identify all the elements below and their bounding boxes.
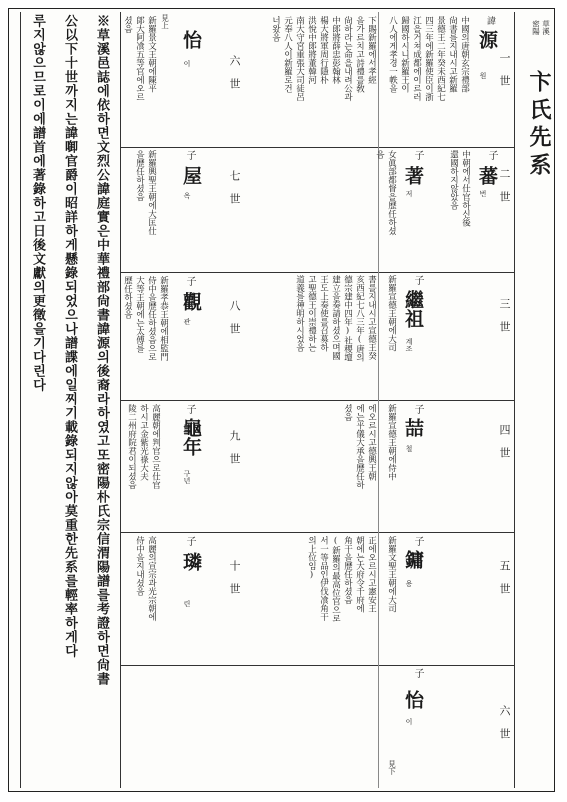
lower-gen-6: 六世 xyxy=(228,55,241,101)
row-sep-1 xyxy=(378,147,514,148)
person-6-name: 怡 xyxy=(402,690,424,709)
person-6-prefix: 子 xyxy=(412,668,423,678)
gen-label-2: 二世 xyxy=(498,168,511,214)
person-2b-prefix: 子 xyxy=(412,150,423,160)
chart-left-divider xyxy=(120,12,121,788)
title-divider xyxy=(514,12,515,788)
person-6-reading: 이 xyxy=(405,718,413,725)
lower-person-7-name: 屋 xyxy=(180,166,202,185)
lower-person-7-reading: 옥 xyxy=(183,192,191,199)
person-5-reading: 용 xyxy=(405,580,413,587)
lower-person-10-reading: 린 xyxy=(183,600,191,607)
person-6-note: 見下 xyxy=(387,760,397,775)
left-row-sep-1 xyxy=(120,147,378,148)
lower-person-6-reading: 이 xyxy=(183,60,191,67)
person-1-name: 源 xyxy=(476,30,498,49)
left-row-sep-2 xyxy=(120,272,378,273)
lower-person-6-note: 見上 xyxy=(160,14,170,29)
left-row-sep-3 xyxy=(120,400,378,401)
left-frame-line xyxy=(20,12,21,788)
row-sep-2 xyxy=(378,272,514,273)
person-2b-reading: 저 xyxy=(405,190,413,197)
lower-person-8-prefix: 子 xyxy=(184,276,195,286)
person-5-name: 鏞 xyxy=(402,550,424,569)
lower-person-8-reading: 관 xyxy=(183,318,191,325)
left-row-sep-5 xyxy=(120,665,378,666)
person-4-prefix: 子 xyxy=(412,404,423,414)
row-sep-3 xyxy=(378,400,514,401)
chart-mid-divider xyxy=(378,12,379,788)
footnote-line-3: 루지않으므로이에譜首에著錄하고日後文獻의更徵을기다린다 xyxy=(30,14,45,392)
footnote-line-2: 公以下十世까지는諱啣官爵이昭詳하게懸錄되었으나譜諜에일찌기載錄되지않아莫重한先系를輕率하게다 xyxy=(62,14,77,658)
lower-person-6-name: 怡 xyxy=(180,30,202,49)
person-2-reading: 번 xyxy=(479,190,487,197)
person-1-reading: 원 xyxy=(479,72,487,79)
lower-person-8-name: 觀 xyxy=(180,292,202,311)
gen-label-4: 四世 xyxy=(498,424,511,470)
person-3-prefix: 子 xyxy=(412,275,423,285)
lower-person-10-name: 璘 xyxy=(180,552,202,571)
lower-gen-10: 十世 xyxy=(228,560,241,606)
gen-label-1: 一世 xyxy=(498,52,511,98)
document-page: 草溪 密陽 卞氏 先系 一世 二世 三世 四世 五世 六世 諱 源 원 中國의唐朝玄宗禮部 尙書를지내시고新羅 景德王二年癸未西紀七 四三年에新羅使臣이浙 江을거쳐成都에이르러 歸國하시니新羅王이 八人에게孝경一帙을 下賜新羅에서孝經 을가르치고詩禮를敎 尙하라는命을내려公과 中郞將薛忠彭翰林 楊大將軍周行隱朴 洪悅中郞將董韓河 南大守宮重張大司徒呂 元奉八人이新羅로건 너왔음 子 蕃 번 中朝에서仕官하신後 還國하지않았음 子 著 저 女眞部都督을歷任하셨 음 子 繼祖 계조 新羅宣德王朝에大司 書를지내시고宣德王癸 亥西紀七八三年(唐의 德宗建中四年)社稷壇 建立을奏請하셨으며國 王도上奏使를召募하 고聖德王이崇禮하는 道義를神明하시었음 子 喆 철 新羅宣德王朝에侍中 에오르시고德興王朝 에는平儀大承을歷任하 셨음 子 鏞 용 新羅文聖王朝에大司 正에오르시고憲安王 朝에는大府令千府에 角干을歷任하셨음 (新羅의最高位官으로 서一等品인伊伐飡角干 의上位임) 子 怡 이 見下 六世 七世 八世 九世 十世 見上 怡 이 新羅景文王朝에陳平 郞大阿飡五等官에오르 셨음 子 屋 옥 新羅興聖王朝에大匡仕 을歷任하셨음 子 觀 관 新羅孝恭王朝에相監門 侍中을歷任하셨음으로 大等王朝에는太傅를 歷任하셨음 子 龜年 구년 高麗朝에判官으로仕官 하시고金紫光祿大夫 陵二州府院君이되셨음 子 璘 린 高麗의宣宗과光宗朝에 侍中을지내셨음 ※草溪邑誌에依하면文烈公諱庭實은中華禮部尙書諱源의後裔라하였고또密陽朴氏宗信渭陽譜를考證하면尙書 公以下十世까지는諱啣官爵이昭詳하게懸錄되었으나譜諜에일찌기載錄되지않아莫重한先系를輕率하게다 루지않으므로이에譜首에著錄하고日後文獻의更徵을기다린다 xyxy=(0,0,567,802)
person-4-name: 喆 xyxy=(402,418,424,437)
clan-origin-1: 草溪 xyxy=(541,20,551,35)
person-3-name: 繼祖 xyxy=(402,290,424,328)
lower-person-10-prefix: 子 xyxy=(184,536,195,546)
lower-person-9-name: 龜年 xyxy=(180,418,202,456)
person-2-name: 蕃 xyxy=(476,166,498,185)
person-5-prefix: 子 xyxy=(412,536,423,546)
person-4-reading: 철 xyxy=(405,445,413,452)
person-3-reading: 계조 xyxy=(405,338,413,352)
lower-person-7-prefix: 子 xyxy=(184,150,195,160)
lower-person-9-reading: 구년 xyxy=(183,470,191,484)
row-sep-4 xyxy=(378,532,514,533)
lower-gen-7: 七世 xyxy=(228,170,241,216)
lower-gen-9: 九世 xyxy=(228,430,241,476)
clan-subtitle: 先系 xyxy=(526,125,552,181)
clan-title: 卞氏 xyxy=(526,70,552,126)
row-sep-5 xyxy=(378,665,514,666)
left-row-sep-4 xyxy=(120,532,378,533)
gen-label-5: 五世 xyxy=(498,560,511,606)
footnote-line-1: ※草溪邑誌에依하면文烈公諱庭實은中華禮部尙書諱源의後裔라하였고또密陽朴氏宗信渭陽譜를考證하면尙書 xyxy=(94,14,109,686)
person-2-prefix: 子 xyxy=(486,150,497,160)
lower-gen-8: 八世 xyxy=(228,300,241,346)
person-1-prefix: 諱 xyxy=(485,16,495,25)
clan-origin-2: 密陽 xyxy=(531,20,541,35)
gen-label-3: 三世 xyxy=(498,298,511,344)
person-2b-name: 著 xyxy=(402,166,424,185)
lower-person-9-prefix: 子 xyxy=(184,404,195,414)
gen-label-6: 六世 xyxy=(498,705,511,751)
